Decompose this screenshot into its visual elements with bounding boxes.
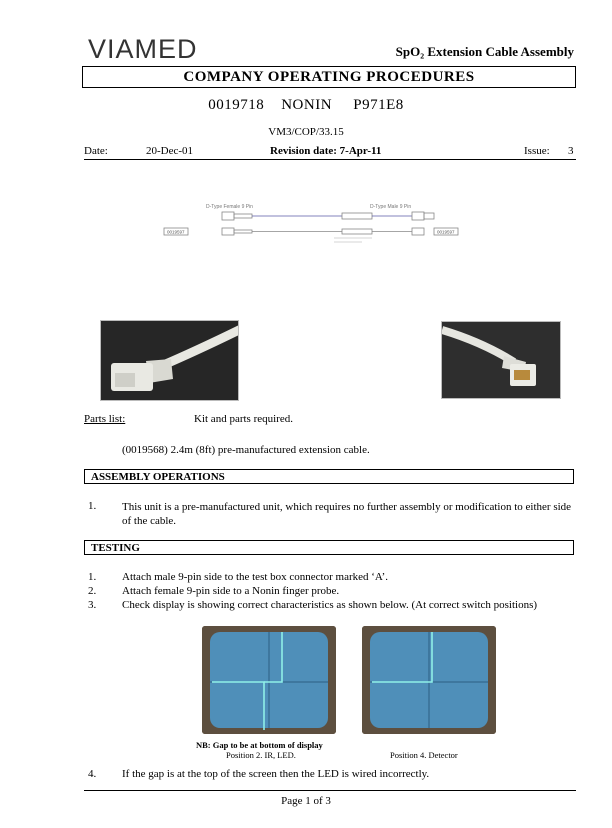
diagram-right-label: D-Type Male 9 Pin	[370, 204, 412, 210]
page-number: Page 1 of 3	[281, 795, 331, 807]
test-step-number: 1.	[88, 571, 97, 583]
date-value: 20-Dec-01	[146, 145, 194, 157]
document-title	[396, 44, 574, 60]
scope-caption-note: NB: Gap to be at bottom of display	[196, 740, 323, 750]
parts-item: (0019568) 2.4m (8ft) pre-manufactured extension cable.	[122, 444, 370, 456]
revision-date: Revision date: 7-Apr-11	[270, 145, 382, 157]
testing-heading: TESTING	[84, 540, 574, 555]
diagram-right-tag: 0019597	[437, 229, 455, 235]
scope-caption-left: Position 2. IR, LED.	[226, 750, 296, 760]
test-step-text: Attach female 9-pin side to a Nonin finger probe.	[122, 585, 340, 597]
date-label: Date:	[84, 145, 108, 157]
date-row	[84, 145, 576, 160]
document-reference: VM3/COP/33.15	[268, 126, 344, 138]
company-logo: VIAMED	[88, 34, 198, 64]
assembly-heading: ASSEMBLY OPERATIONS	[84, 469, 574, 484]
part-code: 0019718	[208, 97, 265, 113]
part-maker: NONIN	[281, 97, 333, 113]
male-connector-photo	[441, 321, 561, 399]
diagram-left-label: D-Type Female 9 Pin	[206, 204, 253, 210]
test-step-number: 3.	[88, 599, 97, 611]
assembly-step-number: 1.	[88, 500, 97, 512]
scope-display-position-4	[362, 626, 496, 734]
document-title-text: SpO₂ Extension Cable Assembly	[395, 44, 574, 59]
assembly-step-text: This unit is a pre-manufactured unit, which requires no further assembly or modification to either side of the cable.	[122, 501, 572, 527]
part-model: P971E8	[353, 97, 404, 113]
test-step-text: Attach male 9-pin side to the test box connector marked ‘A’.	[122, 571, 389, 583]
female-connector-image	[101, 321, 238, 400]
scope-trace-ir-led	[202, 626, 336, 734]
test-step-text: If the gap is at the top of the screen then the LED is wired incorrectly.	[122, 768, 430, 780]
procedures-heading: COMPANY OPERATING PROCEDURES	[82, 66, 576, 88]
cable-diagram	[162, 198, 462, 248]
issue-value: 3	[568, 145, 574, 157]
diagram-left-tag: 0019597	[167, 229, 185, 235]
issue-label: Issue:	[524, 145, 550, 157]
female-connector-photo	[100, 320, 239, 401]
male-connector-image	[442, 322, 560, 398]
scope-display-position-2	[202, 626, 336, 734]
parts-intro: Kit and parts required.	[194, 413, 293, 425]
test-step-number: 2.	[88, 585, 97, 597]
scope-caption-right: Position 4. Detector	[390, 750, 458, 760]
scope-trace-detector	[362, 626, 496, 734]
test-step-number: 4.	[88, 768, 97, 780]
part-number-line	[0, 97, 612, 114]
footer-divider	[84, 790, 576, 791]
test-step-text: Check display is showing correct characteristics as shown below. (At correct switch positions)	[122, 599, 538, 611]
parts-list-label: Parts list:	[84, 413, 126, 425]
